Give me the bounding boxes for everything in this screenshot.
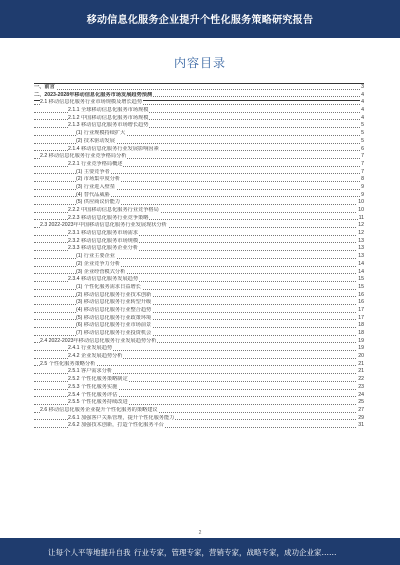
toc-entry[interactable] xyxy=(34,261,364,269)
toc-entry-label: 2.2.1 行业竞争格局概述 xyxy=(68,160,123,167)
toc-entry[interactable] xyxy=(34,184,364,192)
toc-entry-label: (4) 替代品威胁 xyxy=(76,191,110,198)
toc-entry-page: 13 xyxy=(358,237,364,244)
toc-entry-page: 10 xyxy=(358,199,364,206)
toc-entry-label: (1) 行业规模持续扩大 xyxy=(76,130,126,137)
toc-entry[interactable] xyxy=(34,99,364,107)
toc-entry-label: 2.6 移动信息化服务企业提升个性化服务的策略建议 xyxy=(40,406,158,413)
toc-entry-page: 17 xyxy=(358,306,364,313)
toc-entry-page: 14 xyxy=(358,268,364,275)
toc-entry[interactable] xyxy=(34,207,364,215)
toc-entry-label: 2.3 2022-2023年中国移动信息化服务行业发展现状分析 xyxy=(40,222,167,229)
toc-entry[interactable] xyxy=(34,107,364,115)
toc-entry[interactable] xyxy=(34,361,364,369)
toc-entry-page: 9 xyxy=(361,183,364,190)
toc-entry-label: 2.5.4 个性化服务评估 xyxy=(68,391,118,398)
toc-entry-page: 12 xyxy=(358,230,364,237)
toc-entry-label: 2.1.2 中国移动信息化服务市场规模 xyxy=(68,114,149,121)
toc-entry-label: 2.4 2022-2023年移动信息化服务行业发展趋势分析 xyxy=(40,337,157,344)
toc-entry-page: 27 xyxy=(358,406,364,413)
report-header-bar xyxy=(0,0,400,38)
toc-entry[interactable] xyxy=(34,115,364,123)
toc-entry-page: 14 xyxy=(358,260,364,267)
toc-entry[interactable] xyxy=(34,84,364,92)
toc-entry[interactable] xyxy=(34,407,364,415)
toc-entry-page: 24 xyxy=(358,391,364,398)
toc-entry[interactable] xyxy=(34,422,364,430)
toc-entry-label: 2.6.1 加强客户关系管理，提升个性化服务能力 xyxy=(68,414,175,421)
toc-entry-page: 18 xyxy=(358,322,364,329)
toc-entry-label: 2.5.3 个性化服务实施 xyxy=(68,383,118,390)
toc-entry[interactable] xyxy=(34,122,364,130)
toc-entry-page: 3 xyxy=(361,84,364,90)
toc-entry[interactable] xyxy=(34,338,364,346)
footer-bar xyxy=(0,538,400,565)
toc-entry-label: 2.6.2 加强技术创新，打造个性化服务平台 xyxy=(68,422,164,429)
toc-entry-page: 21 xyxy=(358,360,364,367)
footer-experts: 行业专家，管理专家，营销专家，战略专家，成功企业家…… xyxy=(134,548,337,557)
toc-entry-label: 2.2 移动信息化服务行业竞争格局分析 xyxy=(40,153,127,160)
toc-entry-page: 16 xyxy=(358,299,364,306)
toc-entry-label: 2.1.4 移动信息化服务行业发展影响因素 xyxy=(68,145,159,152)
toc-entry[interactable] xyxy=(34,176,364,184)
toc-entry-label: 2.2.2 中国移动信息化服务行业竞争格局 xyxy=(68,207,159,213)
toc-entry-label: (3) 移动信息化服务行业转型升级 xyxy=(76,299,152,306)
toc-entry-page: 20 xyxy=(358,353,364,360)
toc-entry[interactable] xyxy=(34,230,364,238)
toc-entry-label: 2.3.4 移动信息化服务发展趋势 xyxy=(68,276,139,283)
toc-entry-label: 2.5.5 个性化服务持续改进 xyxy=(68,399,128,406)
toc-entry[interactable] xyxy=(34,169,364,177)
toc-entry[interactable] xyxy=(34,322,364,330)
toc-entry-page: 31 xyxy=(358,422,364,429)
toc-entry[interactable] xyxy=(34,307,364,315)
toc-entry-page: 16 xyxy=(358,291,364,298)
toc-entry-page: 29 xyxy=(358,414,364,421)
toc-entry-label: 2.1.3 移动信息化服务市场增长趋势 xyxy=(68,122,149,129)
toc-entry-label: (5) 移动信息化服务行业政策环境 xyxy=(76,314,152,321)
toc-entry-page: 13 xyxy=(358,253,364,260)
toc-entry-page: 9 xyxy=(361,191,364,198)
toc-entry[interactable] xyxy=(34,199,364,207)
toc-entry-page: 17 xyxy=(358,314,364,321)
toc-entry[interactable] xyxy=(34,238,364,246)
toc-entry[interactable] xyxy=(34,146,364,154)
toc-entry-page: 5 xyxy=(361,122,364,129)
toc-entry-page: 5 xyxy=(361,130,364,137)
toc-entry[interactable] xyxy=(34,284,364,292)
toc-entry[interactable] xyxy=(34,353,364,361)
toc-entry[interactable] xyxy=(34,299,364,307)
toc-entry-page: 5 xyxy=(361,137,364,144)
toc-entry[interactable] xyxy=(34,153,364,161)
toc-entry-label: (6) 移动信息化服务行业市场前景 xyxy=(76,322,152,329)
toc-entry[interactable] xyxy=(34,245,364,253)
toc-entry-page: 4 xyxy=(361,91,364,98)
toc-entry-label: (5) 供应商议价能力 xyxy=(76,199,121,206)
toc-entry-label: 2.3.3 移动信息化服务企业分析 xyxy=(68,245,139,252)
toc-entry-label: 2.1.1 全球移动信息化服务市场规模 xyxy=(68,107,149,114)
report-title: 移动信息化服务企业提升个性化服务策略研究报告 xyxy=(86,15,314,26)
toc-entry-label: (1) 主要竞争者 xyxy=(76,168,110,175)
toc-entry-label: 2.2.3 移动信息化服务行业竞争策略 xyxy=(68,214,149,221)
toc-entry-label: (2) 移动信息化服务行业技术创新 xyxy=(76,291,152,298)
toc-entry-page: 4 xyxy=(361,99,364,106)
toc-entry[interactable] xyxy=(34,215,364,223)
toc-entry-page: 4 xyxy=(361,107,364,114)
toc-entry-label: (2) 市场集中度分析 xyxy=(76,176,121,183)
toc-entry-label: (4) 移动信息化服务行业整合趋势 xyxy=(76,306,152,313)
toc-entry[interactable] xyxy=(34,384,364,392)
toc-entry-page: 12 xyxy=(358,222,364,229)
toc-entry-page: 10 xyxy=(358,207,364,213)
toc-entry-page: 25 xyxy=(358,399,364,406)
toc-entry[interactable] xyxy=(34,330,364,338)
table-of-contents xyxy=(34,84,364,430)
toc-entry-label: (1) 个性化服务需求日益增长 xyxy=(76,283,141,290)
toc-entry[interactable] xyxy=(34,415,364,423)
toc-entry[interactable] xyxy=(34,192,364,200)
toc-entry[interactable] xyxy=(34,92,364,100)
toc-entry-page: 19 xyxy=(358,345,364,352)
toc-heading: 内容目录 xyxy=(173,56,226,70)
page-number: 2 xyxy=(198,530,202,536)
toc-entry[interactable] xyxy=(34,376,364,384)
toc-entry-label: 2.5.1 客户需求分析 xyxy=(68,368,113,375)
toc-entry-page: 15 xyxy=(358,276,364,283)
toc-entry-label: 二、2023-2028年移动信息化服务市场发展趋势预测 xyxy=(34,91,153,98)
footer-slogan: 让每个人平等地提升自我 xyxy=(48,548,131,557)
toc-entry[interactable] xyxy=(34,138,364,146)
toc-entry[interactable] xyxy=(34,253,364,261)
toc-entry-page: 19 xyxy=(358,337,364,344)
toc-entry-page: 18 xyxy=(358,330,364,336)
toc-entry-label: 2.3.2 移动信息化服务市场规模 xyxy=(68,237,139,244)
toc-entry-page: 13 xyxy=(358,245,364,252)
toc-entry-page: 8 xyxy=(361,176,364,183)
toc-entry-label: 2.1 移动信息化服务行业市场规模及增长趋势 xyxy=(40,99,143,106)
toc-entry-page: 23 xyxy=(358,383,364,390)
toc-entry[interactable] xyxy=(34,292,364,300)
toc-entry-label: (2) 企业竞争力分析 xyxy=(76,260,121,267)
toc-entry[interactable] xyxy=(34,269,364,277)
toc-entry-label: (2) 技术驱动发展 xyxy=(76,137,115,144)
toc-entry-label: 一、前言 xyxy=(34,84,55,90)
toc-entry[interactable] xyxy=(34,315,364,323)
toc-entry[interactable] xyxy=(34,276,364,284)
toc-entry[interactable] xyxy=(34,368,364,376)
toc-entry[interactable] xyxy=(34,399,364,407)
toc-entry-label: (1) 行业主要企业 xyxy=(76,253,115,260)
toc-entry-label: 2.3.1 移动信息化服务市场需求 xyxy=(68,230,139,237)
toc-entry[interactable] xyxy=(34,392,364,400)
toc-entry-page: 6 xyxy=(361,145,364,152)
toc-entry-label: (3) 行业进入壁垒 xyxy=(76,183,115,190)
toc-entry-page: 7 xyxy=(361,153,364,160)
toc-entry-page: 22 xyxy=(358,376,364,383)
toc-entry[interactable] xyxy=(34,222,364,230)
toc-entry-label: 2.5.2 个性化服务策略制定 xyxy=(68,376,128,383)
toc-entry[interactable] xyxy=(34,345,364,353)
toc-entry[interactable] xyxy=(34,161,364,169)
toc-entry-page: 7 xyxy=(361,160,364,167)
toc-entry-label: (7) 移动信息化服务行业投资机会 xyxy=(76,330,152,336)
toc-entry-page: 11 xyxy=(358,214,364,221)
toc-entry[interactable] xyxy=(34,130,364,138)
toc-entry-label: 2.4.2 企业发展趋势分析 xyxy=(68,353,123,360)
toc-entry-label: 2.5 个性化服务策略分析 xyxy=(40,360,96,367)
toc-entry-page: 21 xyxy=(358,368,364,375)
toc-entry-page: 15 xyxy=(358,283,364,290)
toc-entry-page: 7 xyxy=(361,168,364,175)
toc-leader-dots xyxy=(34,89,360,90)
toc-entry-label: 2.4.1 行业发展趋势 xyxy=(68,345,113,352)
toc-entry-page: 4 xyxy=(361,114,364,121)
toc-entry-label: (3) 企业经营模式分析 xyxy=(76,268,126,275)
